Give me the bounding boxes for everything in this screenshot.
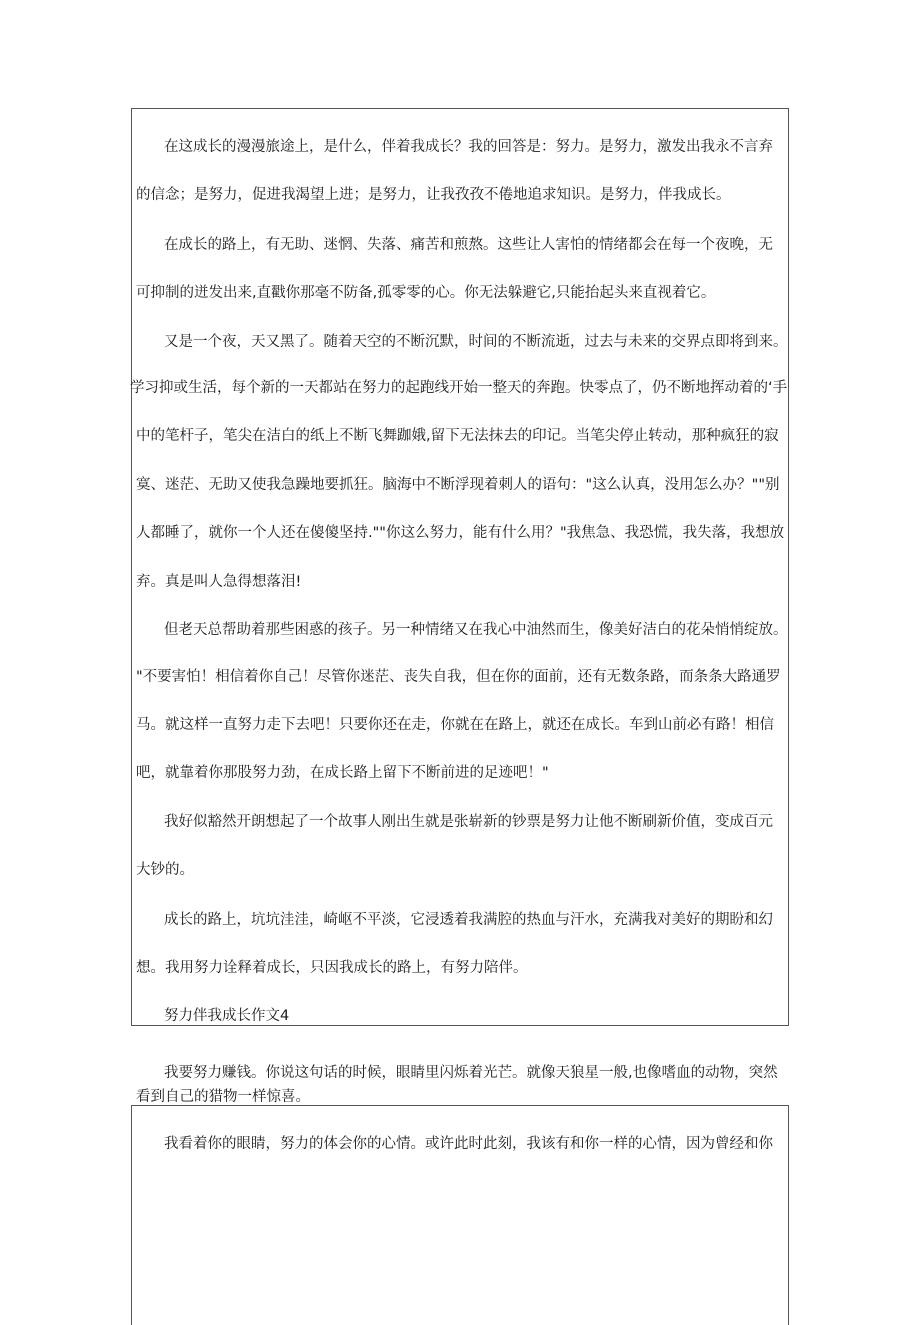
text-line: 看到自己的猎物一样惊喜。 [136, 1089, 310, 1105]
text-line: 我看着你的眼睛，努力的体会你的心情。或许此时此刻，我该有和你一样的心情，因为曾经和你 [164, 1136, 773, 1152]
text-line: 想。我用努力诠释着成长，只因我成长的路上，有努力陪伴。 [136, 960, 528, 976]
heading-text: 努力伴我成长作文4 [164, 1008, 290, 1024]
text-line: 成长的路上，坑坑洼洼，崎岖不平淡，它浸透着我满腔的热血与汗水，充满我对美好的期盼和幻 [164, 912, 773, 928]
text-line: 我要努力赚钱。你说这句话的时候，眼睛里闪烁着光芒。就像天狼星一般,也像嗜血的动物，突然 [164, 1065, 778, 1081]
text-line: 寞、迷茫、无助又使我急躁地要抓狂。脑海中不断浮现着刺人的语句："这么认真，没用怎么办？""别 [136, 477, 780, 493]
text-line: 在成长的路上，有无助、迷惘、失落、痛苦和煎熬。这些让人害怕的情绪都会在每一个夜晚，无 [164, 237, 773, 253]
text-line: 的信念；是努力，促进我渴望上进；是努力，让我孜孜不倦地追求知识。是努力，伴我成长。 [136, 187, 731, 203]
text-line: 人都睡了，就你一个人还在傻傻坚持.""你这么努力，能有什么用？"我焦急、我恐慌，我失落，我想放 [136, 525, 785, 541]
text-line: 我好似豁然开朗想起了一个故事人刚出生就是张崭新的钞票是努力让他不断刷新价值，变成百元 [164, 814, 773, 830]
text-line: 又是一个夜，天又黑了。随着天空的不断沉默，时间的不断流逝，过去与未来的交界点即将到来。 [164, 334, 788, 350]
text-line: 中的笔杆子，笔尖在洁白的纸上不断飞舞跏娥,留下无法抹去的印记。当笔尖停止转动，那种疯狂的寂 [136, 428, 779, 444]
text-line: 大钞的。 [136, 862, 194, 878]
text-line: 吧，就靠着你那股努力劲，在成长路上留下不断前进的足迹吧！" [136, 765, 549, 781]
text-line: 可抑制的迸发出来,直戳你那毫不防备,孤零零的心。你无法躲避它,只能抬起头来直视着它。 [136, 285, 716, 301]
text-line: 马。就这样一直努力走下去吧！只要你还在走，你就在在路上，就还在成长。车到山前必有路！相信 [136, 717, 774, 733]
text-line: 弃。真是叫人急得想落泪! [136, 574, 302, 590]
text-line: 学习抑或生活，每个新的一天都站在努力的起跑线开始一整天的奔跑。快零点了，仍不断地挥动着的‘手 [130, 380, 788, 396]
text-line: "不要害怕！相信着你自己！尽管你迷茫、丧失自我，但在你的面前，还有无数条路，而条条大路通罗 [136, 669, 781, 685]
text-line: 在这成长的漫漫旅途上，是什么，伴着我成长？我的回答是：努力。是努力，激发出我永不言弃 [164, 139, 773, 155]
text-line: 但老天总帮助着那些困惑的孩子。另一种情绪又在我心中油然而生，像美好洁白的花朵悄悄绽放。 [164, 622, 788, 638]
